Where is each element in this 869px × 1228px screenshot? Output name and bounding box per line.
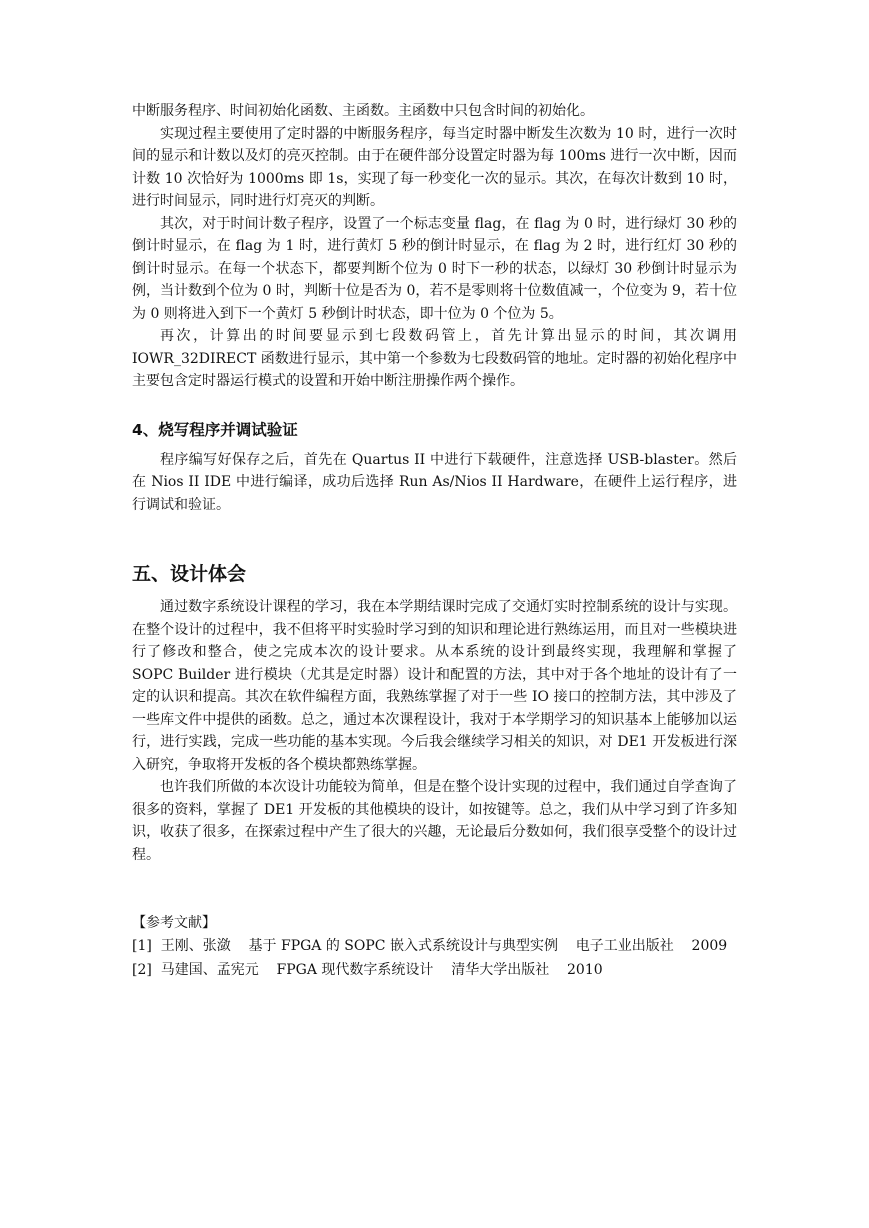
body-paragraph: 其次，对于时间计数子程序，设置了一个标志变量 flag，在 flag 为 0 时，进行绿灯 30 秒的倒计时显示，在 flag 为 1 时，进行黄灯 5 秒的倒计时显示，在 flag 为 2 时，进行红灯 30 秒的倒计时显示。在每一个状态下，都要判断个位为 0 时下一秒的状态，以绿灯 30 秒倒计时显示为例，当计数到个位为 0 时，判断十位是否为 0，若不是零则将十位数值减一，个位变为 9，若十位为 0 则将进入到下一个黄灯 5 秒倒计时状态，即十位为 0 个位为 5。 (132, 215, 737, 322)
reference-item: [1] 王刚、张潋 基于 FPGA 的 SOPC 嵌入式系统设计与典型实例 电子工业出版社 2009 (132, 938, 728, 954)
body-paragraph: 程序编写好保存之后，首先在 Quartus II 中进行下载硬件，注意选择 USB-blaster。然后在 Nios II IDE 中进行编译，成功后选择 Run As/Nios II Hardware，在硬件上运行程序，进行调试和验证。 (132, 451, 737, 513)
references (132, 912, 737, 982)
section-heading: 五、设计体会 (132, 563, 247, 585)
body-paragraph: 中断服务程序、时间初始化函数、主函数。主函数中只包含时间的初始化。 (132, 103, 594, 119)
body-paragraph: 实现过程主要使用了定时器的中断服务程序，每当定时器中断发生次数为 10 时，进行一次时间的显示和计数以及灯的亮灭控制。由于在硬件部分设置定时器为每 100ms 进行一次中断，因而计数 10 次恰好为 1000ms 即 1s，实现了每一秒变化一次的显示。其次，在每次计数到 10 时，进行时间显示，同时进行灯亮灭的判断。 (132, 125, 737, 209)
body-paragraph: 通过数字系统设计课程的学习，我在本学期结课时完成了交通灯实时控制系统的设计与实现。在整个设计的过程中，我不但将平时实验时学习到的知识和理论进行熟练运用，而且对一些模块进行了修改和整合，使之完成本次的设计要求。从本系统的设计到最终实现，我理解和掌握了 SOPC Builder 进行模块（尤其是定时器）设计和配置的方法，其中对于各个地址的设计有了一定的认识和提高。其次在软件编程方面，我熟练掌握了对于一些 IO 接口的控制方法，其中涉及了一些库文件中提供的函数。总之，通过本次课程设计，我对于本学期学习的知识基本上能够加以运行，进行实践，完成一些功能的基本实现。今后我会继续学习相关的知识，对 DE1 开发板进行深入研究，争取将开发板的各个模块都熟练掌握。 (132, 599, 737, 773)
body-paragraph: 再次，计算出的时间要显示到七段数码管上，首先计算出显示的时间，其次调用 IOWR_32DIRECT 函数进行显示，其中第一个参数为七段数码管的地址。定时器的初始化程序中主要包含定时器运行模式的设置和开始中断注册操作两个操作。 (132, 328, 737, 389)
body-paragraph: 也许我们所做的本次设计功能较为简单，但是在整个设计实现的过程中，我们通过自学查询了很多的资料，掌握了 DE1 开发板的其他模块的设计，如按键等。总之，我们从中学习到了许多知识，收获了很多，在探索过程中产生了很大的兴趣，无论最后分数如何，我们很享受整个的设计过程。 (132, 779, 737, 863)
reference-item: [2] 马建国、孟宪元 FPGA 现代数字系统设计 清华大学出版社 2010 (132, 962, 603, 978)
step4-heading: 4、烧写程序并调试验证 (132, 420, 298, 439)
references-title: 【参考文献】 (132, 915, 216, 931)
